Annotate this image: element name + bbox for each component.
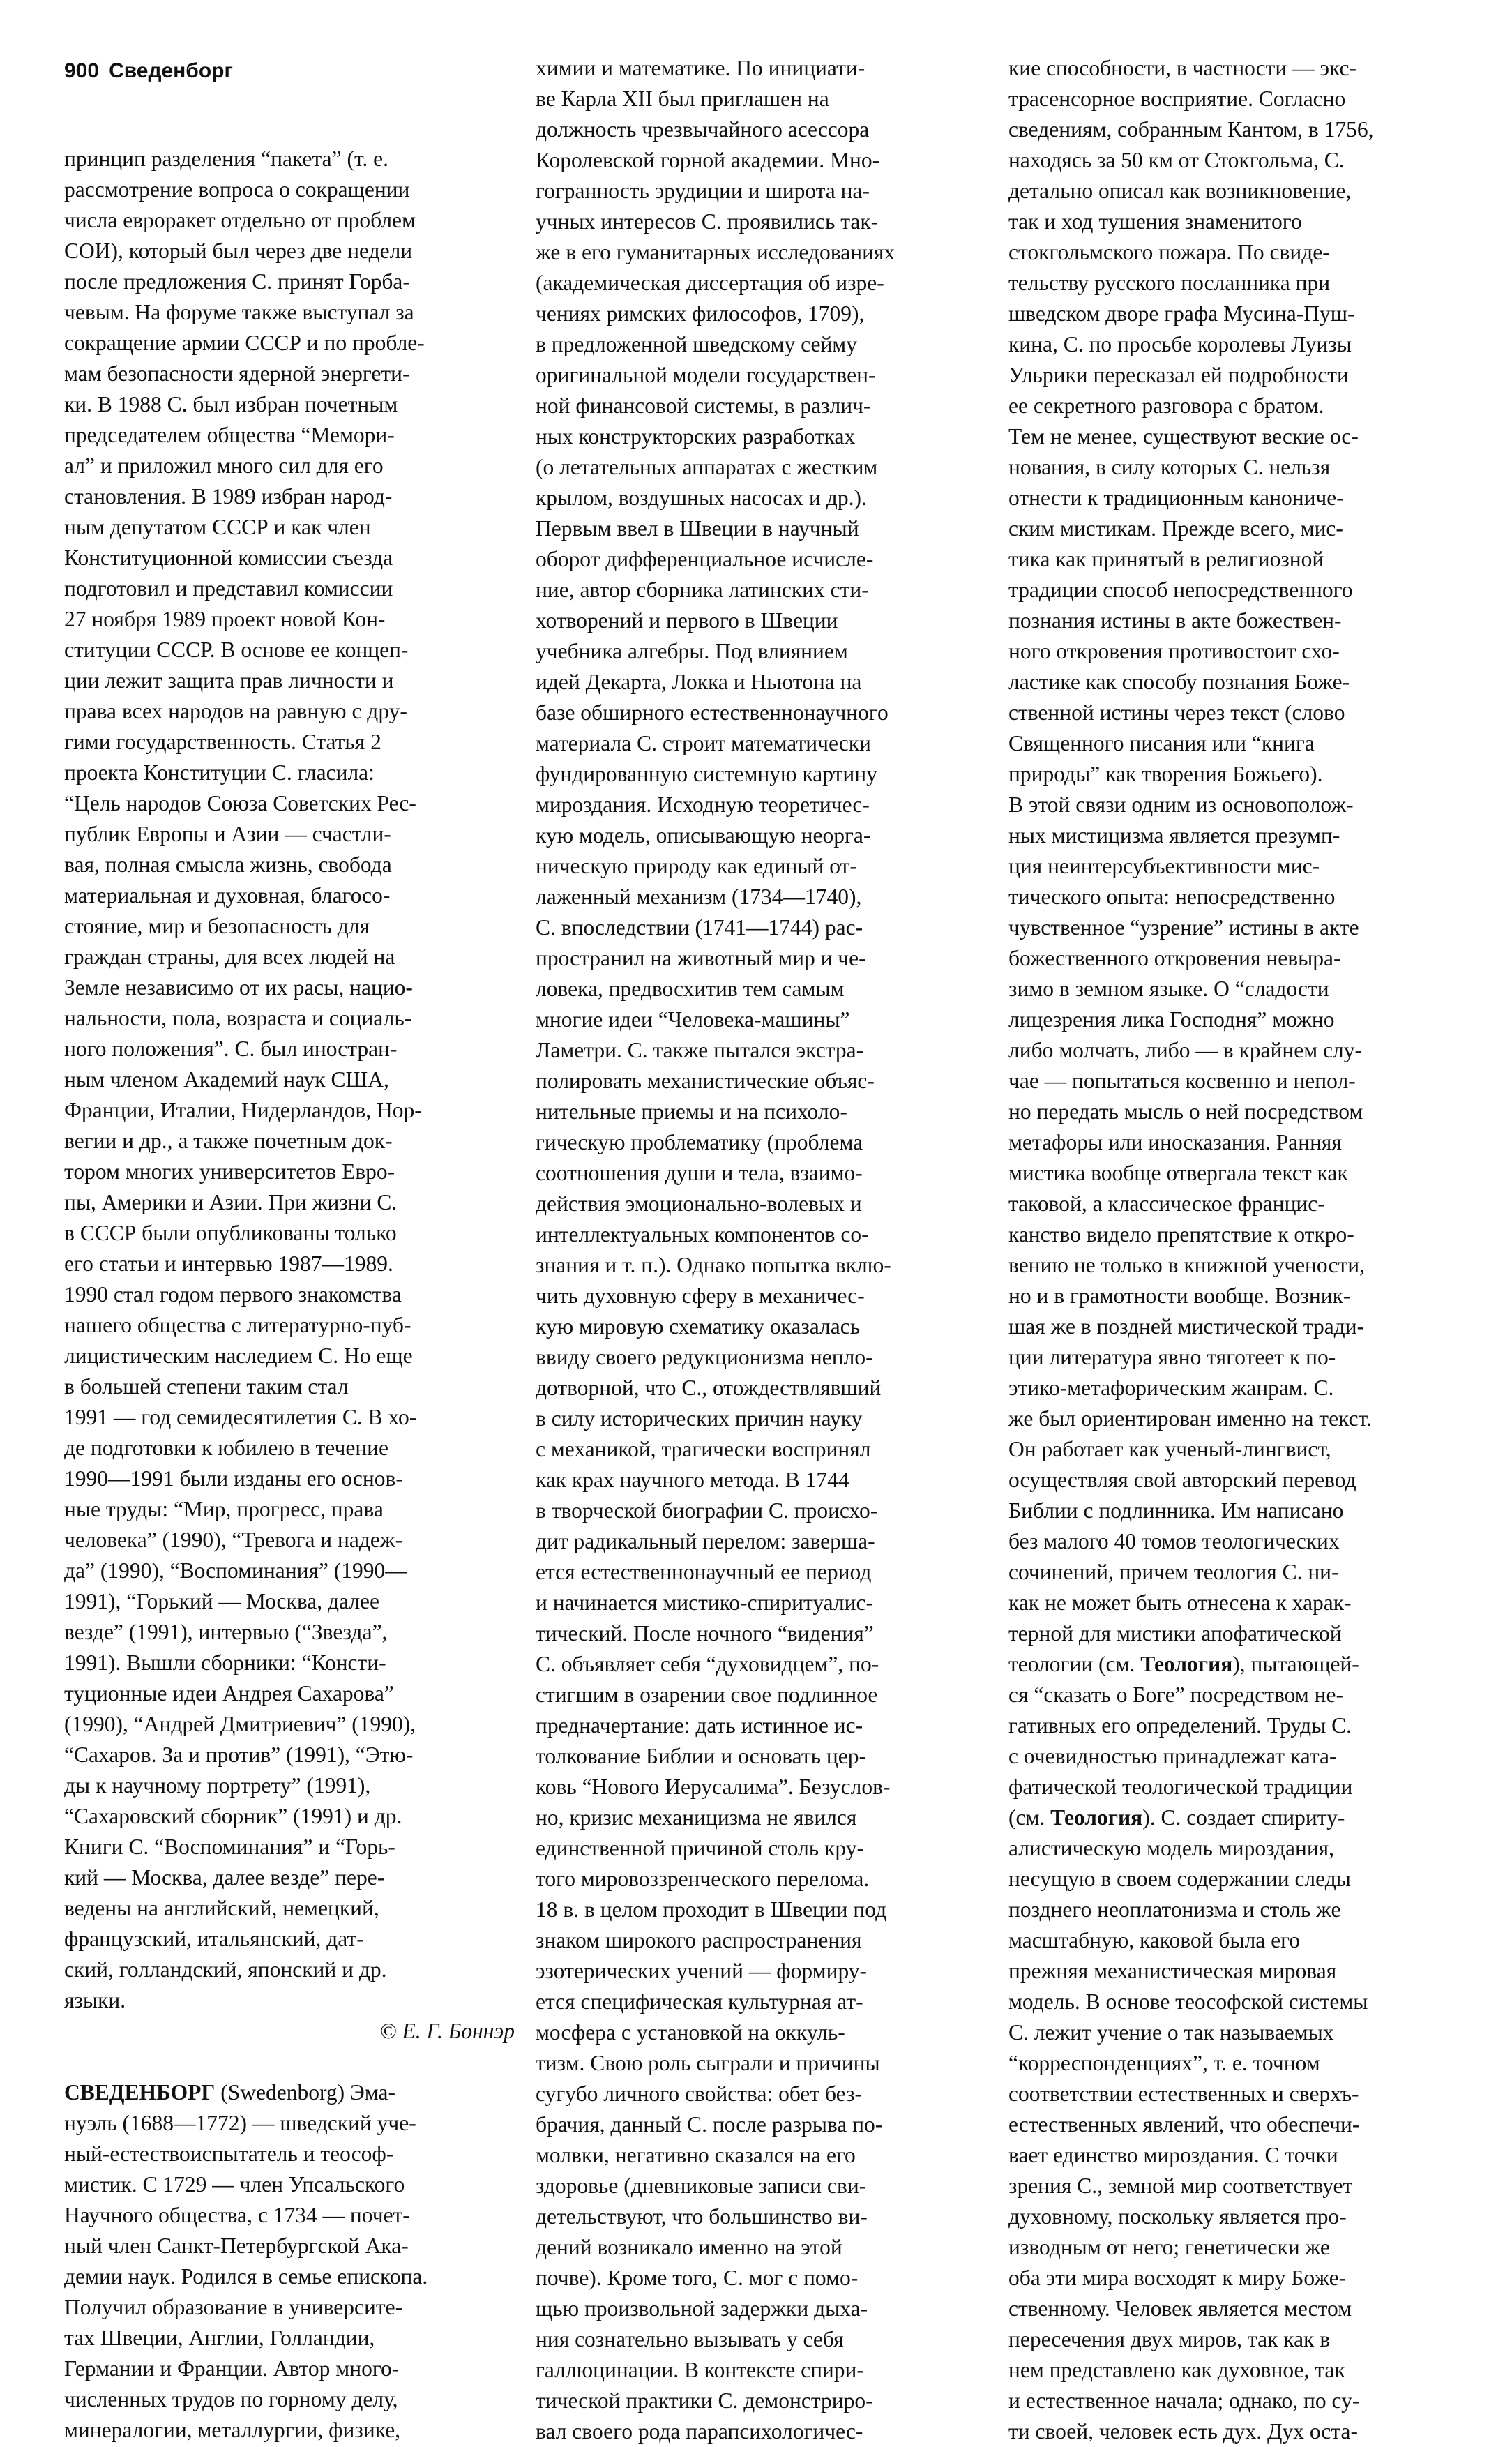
text-line: так и ход тушения знаменитого xyxy=(1008,209,1302,234)
text-line: в СССР были опубликованы только xyxy=(64,1221,397,1245)
text-line: галлюцинации. В контексте спири- xyxy=(536,2358,864,2382)
text-line: 1991 — год семидесятилетия С. В хо- xyxy=(64,1405,417,1429)
text-line: ется естественнонаучный ее период xyxy=(536,1560,872,1584)
text-line: кий — Москва, далее везде” пере- xyxy=(64,1865,385,1890)
text-line: ластике как способу познания Боже- xyxy=(1008,670,1350,694)
text-line: ским мистикам. Прежде всего, мис- xyxy=(1008,516,1343,541)
text-line: нительные приемы и на психоло- xyxy=(536,1099,847,1124)
text-line: языки. xyxy=(64,1988,126,2012)
text-line: нем представлено как духовное, так xyxy=(1008,2358,1345,2382)
text-line: подготовил и представил комиссии xyxy=(64,576,393,601)
text-line: ковь “Нового Иерусалима”. Безуслов- xyxy=(536,1775,891,1799)
text-line: мам безопасности ядерной энергети- xyxy=(64,361,410,386)
text-line: вая, полная смысла жизнь, свобода xyxy=(64,852,392,877)
text-line: после предложения С. принят Горба- xyxy=(64,269,410,294)
text-line: ловека, предвосхитив тем самым xyxy=(536,977,845,1001)
text-line: ал” и приложил много сил для его xyxy=(64,453,384,478)
text-line: стояние, мир и безопасность для xyxy=(64,914,370,938)
text-line: природы” как творения Божьего). xyxy=(1008,762,1323,786)
text-line: детально описал как возникновение, xyxy=(1008,179,1352,203)
text-line: Конституционной комиссии съезда xyxy=(64,545,393,570)
text-line: изводным от него; генетически же xyxy=(1008,2235,1330,2259)
text-line: пересечения двух миров, так как в xyxy=(1008,2327,1331,2351)
text-line: сокращение армии СССР и по пробле- xyxy=(64,331,425,355)
text-line: химии и математике. По инициати- xyxy=(536,56,865,80)
text-line: С. впоследствии (1741—1744) рас- xyxy=(536,915,863,940)
entry-spacer xyxy=(64,2047,517,2077)
text-line: в творческой биографии С. происхо- xyxy=(536,1498,878,1523)
page-number: 900 xyxy=(64,59,100,82)
text-line: Франции, Италии, Нидерландов, Нор- xyxy=(64,1098,422,1122)
text-line: ти своей, человек есть дух. Дух оста- xyxy=(1008,2419,1359,2444)
text-line: материала С. строит математически xyxy=(536,731,871,755)
text-line: проекта Конституции С. гласила: xyxy=(64,760,375,785)
text-line: в силу исторических причин науку xyxy=(536,1406,863,1431)
column-3 xyxy=(1008,53,1462,2447)
text-line: толкование Библии и основать цер- xyxy=(536,1744,866,1768)
text-line: терной для мистики апофатической xyxy=(1008,1621,1342,1646)
text-line: молвки, негативно сказался на его xyxy=(536,2143,856,2167)
text-line: минералогии, металлургии, физике, xyxy=(64,2418,401,2442)
text-line: ды к научному портрету” (1991), xyxy=(64,1773,371,1798)
text-line: же был ориентирован именно на текст. xyxy=(1008,1406,1372,1431)
text-line: нашего общества с литературно-пуб- xyxy=(64,1313,411,1337)
text-line: нуэль (1688—1772) — шведский уче- xyxy=(64,2111,416,2135)
text-line: ский, голландский, японский и др. xyxy=(64,1957,387,1982)
text-line: тором многих университетов Евро- xyxy=(64,1159,395,1184)
text-line: вегии и др., а также почетным док- xyxy=(64,1129,393,1153)
text-line: ственной истины через текст (слово xyxy=(1008,700,1345,725)
text-line: кую модель, описывающую неорга- xyxy=(536,823,871,848)
text-line: тизм. Свою роль сыграли и причины xyxy=(536,2051,880,2075)
column-1 xyxy=(64,144,517,2446)
text-line: 18 в. в целом проходит в Швеции под xyxy=(536,1897,887,1922)
text-line: ция неинтерсубъективности мис- xyxy=(1008,854,1320,878)
text-line: (академическая диссертация об изре- xyxy=(536,271,884,295)
text-line: французский, итальянский, дат- xyxy=(64,1927,364,1951)
text-line: без малого 40 томов теологических xyxy=(1008,1529,1340,1553)
text-line: Библии с подлинника. Им написано xyxy=(1008,1498,1344,1523)
text-line: ее секретного разговора с братом. xyxy=(1008,393,1324,418)
text-line: фундированную системную картину xyxy=(536,762,877,786)
text-line: божественного откровения невыра- xyxy=(1008,946,1341,970)
text-line: чить духовную сферу в механичес- xyxy=(536,1283,865,1308)
text-line: отнести к традиционным канониче- xyxy=(1008,485,1344,510)
text-line: Королевской горной академии. Мно- xyxy=(536,148,880,172)
text-line: Получил образование в университе- xyxy=(64,2295,403,2319)
text-line: Священного писания или “книга xyxy=(1008,731,1315,755)
text-line: ный-естествоиспытатель и теософ- xyxy=(64,2141,394,2166)
text-line: знания и т. п.). Однако попытка вклю- xyxy=(536,1253,891,1277)
text-line: либо молчать, либо — в крайнем слу- xyxy=(1008,1038,1362,1062)
text-line: ным депутатом СССР и как член xyxy=(64,515,371,539)
text-line: стокгольмского пожара. По свиде- xyxy=(1008,240,1330,264)
text-line: оба эти мира восходят к миру Боже- xyxy=(1008,2266,1347,2290)
text-line: ных конструкторских разработках xyxy=(536,424,856,449)
text-line: оригинальной модели государствен- xyxy=(536,363,876,387)
text-line: тического опыта: непосредственно xyxy=(1008,884,1336,909)
text-line: зимо в земном языке. О “сладости xyxy=(1008,977,1329,1001)
text-line: метафоры или иносказания. Ранняя xyxy=(1008,1130,1342,1154)
text-line: (1990), “Андрей Дмитриевич” (1990), xyxy=(64,1712,416,1736)
text-line: в предложенной шведскому сейму xyxy=(536,332,857,356)
text-line: тельству русского посланника при xyxy=(1008,271,1331,295)
text-line: 27 ноября 1989 проект новой Кон- xyxy=(64,607,386,631)
text-line: оборот дифференциальное исчисле- xyxy=(536,547,874,571)
text-line: шведском дворе графа Мусина-Пуш- xyxy=(1008,301,1355,326)
text-line: ции лежит защита прав личности и xyxy=(64,668,394,693)
text-line: ния сознательно вызывать у себя xyxy=(536,2327,844,2351)
text-line: ной финансовой системы, в различ- xyxy=(536,393,871,418)
text-line: детельствуют, что большинство ви- xyxy=(536,2204,868,2229)
text-line: действия эмоционально-волевых и xyxy=(536,1191,862,1216)
text-line: демии наук. Родился в семье епископа. xyxy=(64,2264,428,2289)
text-line: дит радикальный перелом: заверша- xyxy=(536,1529,875,1553)
text-line: сочинений, причем теология С. ни- xyxy=(1008,1560,1339,1584)
text-line: алистическую модель мироздания, xyxy=(1008,1836,1335,1860)
text-line: ным членом Академий наук США, xyxy=(64,1067,389,1092)
text-line: интеллектуальных компонентов со- xyxy=(536,1222,869,1247)
running-title: Сведенборг xyxy=(109,59,233,82)
text-line: теологии (см. Теология), пытающей- xyxy=(1008,1652,1359,1676)
text-line: ных мистицизма является презумп- xyxy=(1008,823,1340,848)
text-line: ственному. Человек является местом xyxy=(1008,2296,1352,2321)
author-signature: © Е. Г. Боннэр xyxy=(379,2019,515,2043)
text-line: и естественное начала; однако, по су- xyxy=(1008,2388,1360,2413)
text-line: председателем общества “Мемори- xyxy=(64,423,395,447)
text-line: “корреспонденциях”, т. е. точном xyxy=(1008,2051,1320,2075)
text-line: соотношения души и тела, взаимо- xyxy=(536,1161,863,1185)
text-line: сугубо личного свойства: обет без- xyxy=(536,2081,862,2106)
text-line: СОИ), который был через две недели xyxy=(64,239,413,263)
text-line: мироздания. Исходную теоретичес- xyxy=(536,792,870,817)
text-line: “Цель народов Союза Советских Рес- xyxy=(64,791,416,815)
text-line: тической практики С. демонстриро- xyxy=(536,2388,873,2413)
text-line: но, кризис механицизма не явился xyxy=(536,1805,857,1830)
text-line: фатической теологической традиции xyxy=(1008,1775,1353,1799)
text-line: как крах научного метода. В 1744 xyxy=(536,1468,849,1492)
text-line: вению не только в книжной учености, xyxy=(1008,1253,1365,1277)
text-line: должность чрезвычайного асессора xyxy=(536,117,870,142)
text-line: шая же в поздней мистической тради- xyxy=(1008,1314,1365,1339)
text-line: прежняя механистическая мировая xyxy=(1008,1959,1337,1983)
text-line: да” (1990), “Воспоминания” (1990— xyxy=(64,1558,407,1583)
text-line: “Сахаров. За и против” (1991), “Этю- xyxy=(64,1742,414,1767)
text-line: полировать механистические объяс- xyxy=(536,1069,875,1093)
text-line: мистик. С 1729 — член Упсальского xyxy=(64,2172,405,2197)
text-line: чае — попытаться косвенно и непол- xyxy=(1008,1069,1356,1093)
text-line: многие идеи “Человека-машины” xyxy=(536,1007,850,1032)
text-line: ный член Санкт-Петербургской Ака- xyxy=(64,2234,409,2258)
text-line: кина, С. по просьбе королевы Луизы xyxy=(1008,332,1352,356)
text-line: этико-метафорическим жанрам. С. xyxy=(1008,1376,1334,1400)
text-line: принцип разделения “пакета” (т. е. xyxy=(64,146,388,171)
text-line: таковой, а классическое францис- xyxy=(1008,1191,1325,1216)
text-line: человека” (1990), “Тревога и надеж- xyxy=(64,1528,403,1552)
text-line: идей Декарта, Локка и Ньютона на xyxy=(536,670,862,694)
text-line: дений возникало именно на этой xyxy=(536,2235,842,2259)
text-line: модель. В основе теософской системы xyxy=(1008,1989,1368,2014)
text-line: Первым ввел в Швеции в научный xyxy=(536,516,859,541)
text-line: ного откровения противостоит схо- xyxy=(1008,639,1340,663)
text-line: предначертание: дать истинное ис- xyxy=(536,1713,863,1738)
text-line: чевым. На форуме также выступал за xyxy=(64,300,414,324)
entry-first-line xyxy=(64,2077,517,2108)
text-line: же в его гуманитарных исследованиях xyxy=(536,240,895,264)
text-line: ется специфическая культурная ат- xyxy=(536,1989,863,2014)
text-line: тика как принятый в религиозной xyxy=(1008,547,1324,571)
text-line: трасенсорное восприятие. Согласно xyxy=(1008,86,1346,111)
text-line: познания истины в акте божествен- xyxy=(1008,608,1342,633)
text-line: де подготовки к юбилею в течение xyxy=(64,1436,389,1460)
text-line: Земле независимо от их расы, нацио- xyxy=(64,975,413,1000)
text-line: везде” (1991), интервью (“Звезда”, xyxy=(64,1620,388,1644)
text-line: (о летательных аппаратах с жестким xyxy=(536,455,878,479)
text-line: рассмотрение вопроса о сокращении xyxy=(64,177,410,202)
text-line: учебника алгебры. Под влиянием xyxy=(536,639,848,663)
text-line: канство видело препятствие к откро- xyxy=(1008,1222,1354,1247)
text-line: В этой связи одним из основополож- xyxy=(1008,792,1354,817)
text-line: нальности, пола, возраста и социаль- xyxy=(64,1006,412,1030)
text-line: становления. В 1989 избран народ- xyxy=(64,484,393,509)
text-line: того мировоззренческого перелома. xyxy=(536,1867,870,1891)
text-line: знаком широкого распространения xyxy=(536,1928,862,1952)
text-line: ввиду своего редукционизма непло- xyxy=(536,1345,873,1369)
text-line: его статьи и интервью 1987—1989. xyxy=(64,1251,393,1276)
text-line: масштабную, каковой была его xyxy=(1008,1928,1301,1952)
text-line: ние, автор сборника латинских сти- xyxy=(536,578,869,602)
text-line: материальная и духовная, благосо- xyxy=(64,883,391,908)
text-line: несущую в своем содержании следы xyxy=(1008,1867,1351,1891)
text-line: дотворной, что С., отождествлявший xyxy=(536,1376,882,1400)
text-line: мистика вообще отвергала текст как xyxy=(1008,1161,1348,1185)
text-line: но передать мысль о ней посредством xyxy=(1008,1099,1363,1124)
text-line: духовному, поскольку является про- xyxy=(1008,2204,1347,2229)
text-line: зрения С., земной мир соответствует xyxy=(1008,2174,1353,2198)
text-line: но и в грамотности вообще. Возник- xyxy=(1008,1283,1351,1308)
text-line: с механикой, трагически воспринял xyxy=(536,1437,871,1461)
text-line: гогранность эрудиции и широта на- xyxy=(536,179,870,203)
text-line: числа евроракет отдельно от проблем xyxy=(64,208,416,232)
text-line: почве). Кроме того, С. мог с помо- xyxy=(536,2266,859,2290)
text-line: ся “сказать о Боге” посредством не- xyxy=(1008,1682,1343,1707)
text-line: Он работает как ученый-лингвист, xyxy=(1008,1437,1331,1461)
text-line: ки. В 1988 С. был избран почетным xyxy=(64,392,398,416)
text-line: Ламетри. С. также пытался экстра- xyxy=(536,1038,864,1062)
text-line: Книги С. “Воспоминания” и “Горь- xyxy=(64,1835,395,1859)
text-line: вал своего рода парапсихологичес- xyxy=(536,2419,863,2444)
text-line: единственной причиной столь кру- xyxy=(536,1836,864,1860)
text-line: Германии и Франции. Автор много- xyxy=(64,2356,400,2381)
text-line: ции литература явно тяготеет к по- xyxy=(1008,1345,1336,1369)
text-line: ного положения”. С. был иностран- xyxy=(64,1037,398,1061)
text-line: права всех народов на равную с дру- xyxy=(64,699,407,723)
text-line: пы, Америки и Азии. При жизни С. xyxy=(64,1190,398,1214)
text-line: находясь за 50 км от Стокгольма, С. xyxy=(1008,148,1345,172)
text-line: Ульрики пересказал ей подробности xyxy=(1008,363,1349,387)
text-line: С. объявляет себя “духовидцем”, по- xyxy=(536,1652,879,1676)
text-line: гическую проблематику (проблема xyxy=(536,1130,863,1154)
text-line: лицезрения лика Господня” можно xyxy=(1008,1007,1335,1032)
text-line: кие способности, в частности — экс- xyxy=(1008,56,1356,80)
text-line: лаженный механизм (1734—1740), xyxy=(536,884,862,909)
text-line: базе обширного естественнонаучного xyxy=(536,700,889,725)
text-line: туционные идеи Андрея Сахарова” xyxy=(64,1681,394,1706)
text-line: с очевидностью принадлежат ката- xyxy=(1008,1744,1337,1768)
text-line: пространил на животный мир и че- xyxy=(536,946,866,970)
text-line: сведениям, собранным Кантом, в 1756, xyxy=(1008,117,1374,142)
text-line: ническую природу как единый от- xyxy=(536,854,857,878)
running-header xyxy=(64,59,233,84)
text-line: вает единство мироздания. С точки xyxy=(1008,2143,1338,2167)
text-line: тах Швеции, Англии, Голландии, xyxy=(64,2326,375,2350)
text-line: ные труды: “Мир, прогресс, права xyxy=(64,1497,384,1521)
text-line: численных трудов по горному делу, xyxy=(64,2387,398,2411)
text-line: чувственное “узрение” истины в акте xyxy=(1008,915,1359,940)
text-line: С. лежит учение о так называемых xyxy=(1008,2020,1334,2045)
text-line: здоровье (дневниковые записи сви- xyxy=(536,2174,867,2198)
text-line: эзотерических учений — формиру- xyxy=(536,1959,868,1983)
text-line: “Сахаровский сборник” (1991) и др. xyxy=(64,1804,402,1828)
text-line: осуществляя свой авторский перевод xyxy=(1008,1468,1356,1492)
text-line: брачия, данный С. после разрыва по- xyxy=(536,2112,883,2137)
entry-headword: СВЕДЕНБОРГ xyxy=(64,2080,216,2105)
text-line: Тем не менее, существуют веские ос- xyxy=(1008,424,1359,449)
text-line: хотворений и первого в Швеции xyxy=(536,608,838,633)
text-line: 1990—1991 были изданы его основ- xyxy=(64,1466,403,1491)
text-line: ституции СССР. В основе ее концеп- xyxy=(64,638,409,662)
text-line: как не может быть отнесена к харак- xyxy=(1008,1590,1352,1615)
text-line: в большей степени таким стал xyxy=(64,1374,349,1399)
text-line: публик Европы и Азии — счастли- xyxy=(64,822,391,846)
text-line: традиции способ непосредственного xyxy=(1008,578,1353,602)
text-line: и начинается мистико-спиритуалис- xyxy=(536,1590,873,1615)
text-line: соответствии естественных и сверхъ- xyxy=(1008,2081,1359,2106)
text-line: нования, в силу которых С. нельзя xyxy=(1008,455,1331,479)
text-line: ве Карла XII был приглашен на xyxy=(536,86,829,111)
text-line: ведены на английский, немецкий, xyxy=(64,1896,379,1920)
text-line: щью произвольной задержки дыха- xyxy=(536,2296,868,2321)
text-line: лицистическим наследием С. Но еще xyxy=(64,1343,413,1368)
text-line: Научного общества, с 1734 — почет- xyxy=(64,2203,410,2227)
text-line: 1990 стал годом первого знакомства xyxy=(64,1282,402,1307)
text-line: стигшим в озарении свое подлинное xyxy=(536,1682,878,1707)
text-line: 1991), “Горький — Москва, далее xyxy=(64,1589,379,1613)
text-line: чениях римских философов, 1709), xyxy=(536,301,865,326)
text-line: гативных его определений. Труды С. xyxy=(1008,1713,1352,1738)
text-line: кую мировую схематику оказалась xyxy=(536,1314,861,1339)
text-line: (см. Теология). С. создает спириту- xyxy=(1008,1805,1345,1830)
text-line: естественных явлений, что обеспечи- xyxy=(1008,2112,1360,2137)
text-line: 1991). Вышли сборники: “Консти- xyxy=(64,1650,386,1675)
column-2 xyxy=(536,53,989,2447)
text-line: учных интересов С. проявились так- xyxy=(536,209,879,234)
entry-text: (Swedenborg) Эма- xyxy=(215,2080,395,2105)
text-line: крылом, воздушных насосах и др.). xyxy=(536,485,867,510)
text-line: мосфера с установкой на оккуль- xyxy=(536,2020,845,2045)
text-line: тический. После ночного “видения” xyxy=(536,1621,874,1646)
text-line: граждан страны, для всех людей на xyxy=(64,944,395,969)
text-line: гими государственность. Статья 2 xyxy=(64,730,381,754)
text-line: позднего неоплатонизма и столь же xyxy=(1008,1897,1341,1922)
